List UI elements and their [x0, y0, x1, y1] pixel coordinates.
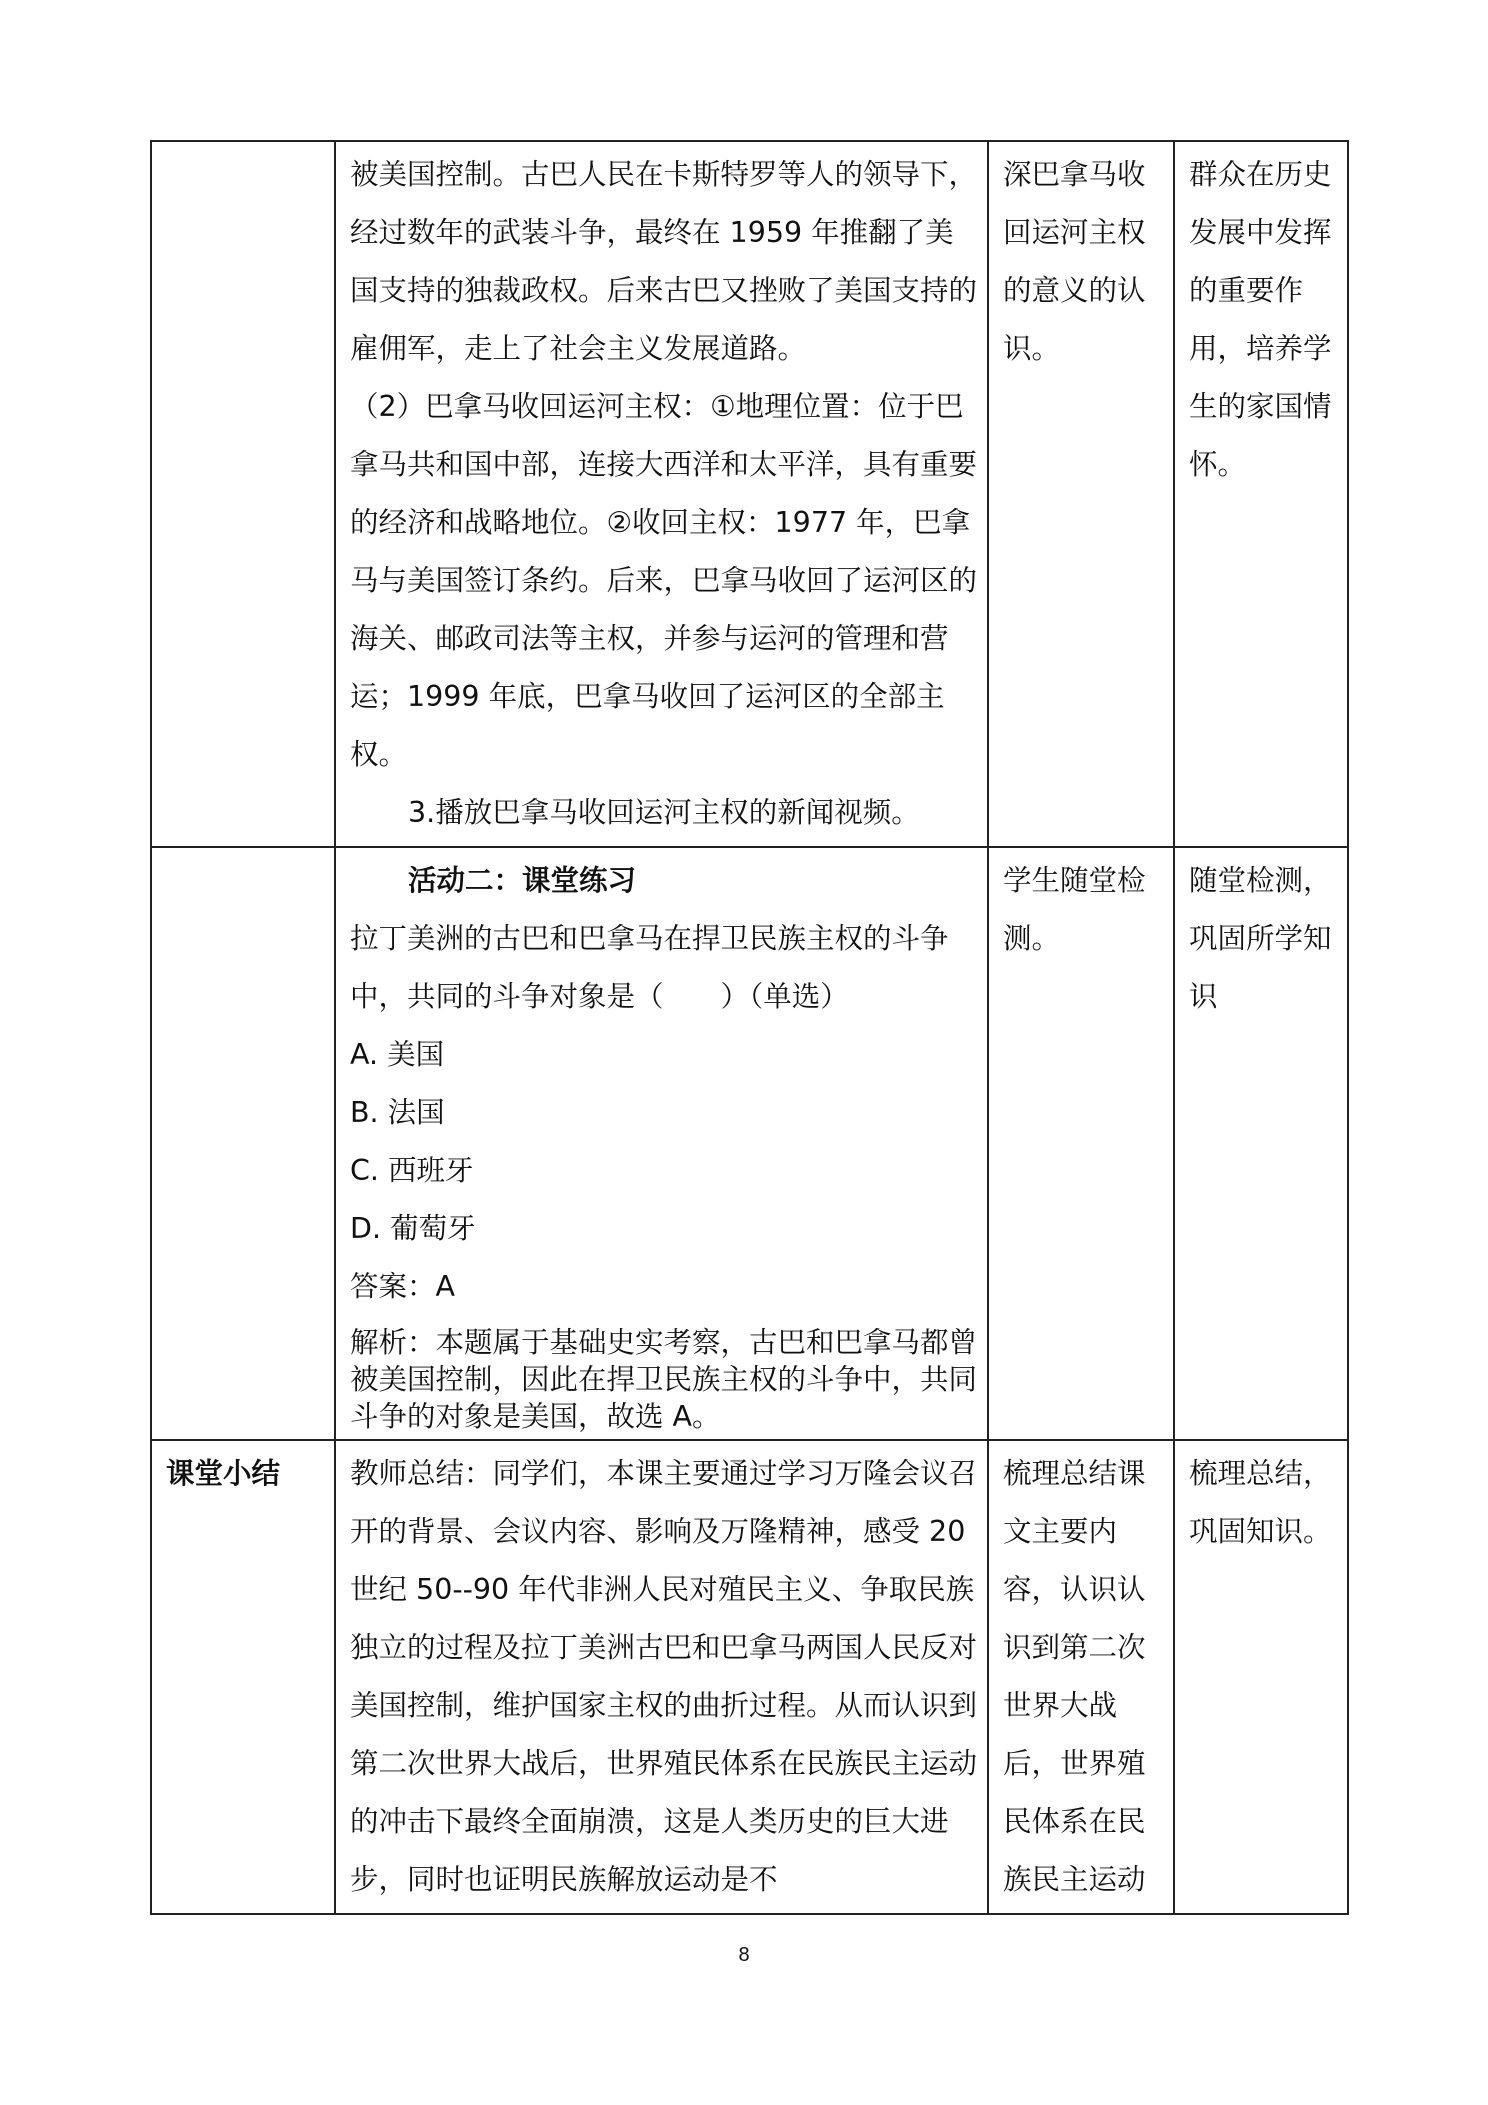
lesson-plan-table — [150, 140, 1349, 1915]
student-activity-text: 梳理总结课文主要内容，认识认识到第二次世界大战后，世界殖民体系在民族民主运动 — [1003, 1457, 1146, 1896]
content-paragraph: 被美国控制。古巴人民在卡斯特罗等人的领导下，经过数年的武装斗争，最终在 1959 年推翻了美国支持的独裁政权。后来古巴又挫败了美国支持的雇佣军，走上了社会主义发展道路。 — [350, 158, 978, 365]
section-label-cell — [151, 141, 335, 847]
exercise-question: 拉丁美洲的古巴和巴拿马在捍卫民族主权的斗争中，共同的斗争对象是（ ）（单选） — [350, 922, 949, 1013]
table-row — [151, 1440, 1348, 1914]
student-activity-text: 深巴拿马收回运河主权的意义的认识。 — [1003, 158, 1146, 365]
student-activity-cell — [988, 1440, 1174, 1914]
page-number: 8 — [738, 1944, 750, 1966]
activity-heading: 活动二：课堂练习 — [408, 864, 637, 897]
content-paragraph: 3.播放巴拿马收回运河主权的新闻视频。 — [408, 796, 920, 829]
student-activity-text: 学生随堂检测。 — [1003, 864, 1146, 955]
teaching-content-cell — [335, 1440, 988, 1914]
table-row — [151, 141, 1348, 847]
design-purpose-cell — [1174, 141, 1348, 847]
student-activity-cell — [988, 847, 1174, 1440]
section-label-cell — [151, 847, 335, 1440]
section-label-cell — [151, 1440, 335, 1914]
teaching-content-cell — [335, 141, 988, 847]
design-purpose-cell — [1174, 1440, 1348, 1914]
table-row — [151, 847, 1348, 1440]
design-purpose-text: 群众在历史发展中发挥的重要作用，培养学生的家国情怀。 — [1189, 158, 1332, 481]
exercise-analysis: 解析：本题属于基础史实考察，古巴和巴拿马都曾被美国控制，因此在捍卫民族主权的斗争中，共同斗争的对象是美国，故选 A。 — [350, 1326, 978, 1433]
exercise-option: D. 葡萄牙 — [350, 1212, 476, 1245]
design-purpose-cell — [1174, 847, 1348, 1440]
section-label: 课堂小结 — [166, 1457, 281, 1490]
content-paragraph: （2）巴拿马收回运河主权：①地理位置：位于巴拿马共和国中部，连接大西洋和太平洋，具有重要的经济和战略地位。②收回主权：1977 年，巴拿马与美国签订条约。后来，巴拿马收回了运河区的海关、邮政司法等主权，并参与运河的管理和营运；1999 年底，巴拿马收回了运河区的全部主权。 — [350, 390, 978, 771]
teaching-content-cell — [335, 847, 988, 1440]
exercise-option: B. 法国 — [350, 1096, 445, 1129]
design-purpose-text: 梳理总结，巩固知识。 — [1189, 1457, 1332, 1548]
exercise-option: A. 美国 — [350, 1038, 445, 1071]
student-activity-cell — [988, 141, 1174, 847]
exercise-answer: 答案：A — [350, 1270, 455, 1303]
exercise-option: C. 西班牙 — [350, 1154, 474, 1187]
summary-text: 教师总结：同学们，本课主要通过学习万隆会议召开的背景、会议内容、影响及万隆精神，感受 20 世纪 50--90 年代非洲人民对殖民主义、争取民族独立的过程及拉丁美洲古巴和巴拿马两国人民反对美国控制，维护国家主权的曲折过程。从而认识到第二次世界大战后，世界殖民体系在民族民主运动的冲击下最终全面崩溃，这是人类历史的巨大进步，同时也证明民族解放运动是不 — [350, 1457, 978, 1896]
design-purpose-text: 随堂检测，巩固所学知识 — [1189, 864, 1332, 1013]
